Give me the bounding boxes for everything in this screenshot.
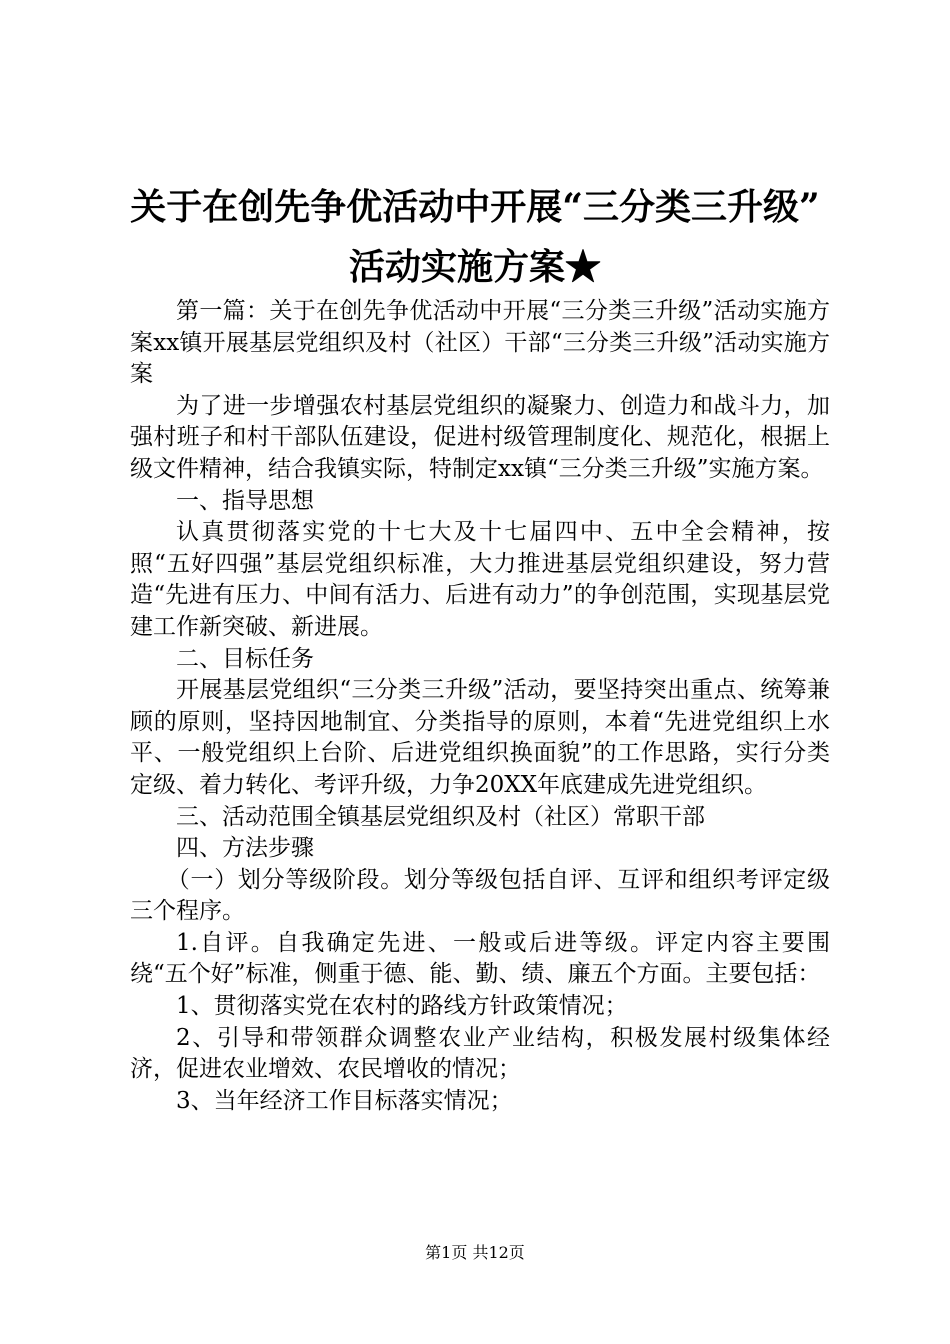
heading-goals: 二、目标任务 xyxy=(176,645,314,672)
document-title-line1: 关于在创先争优活动中开展“三分类三升级” xyxy=(130,186,820,228)
paragraph-grading-stage: （一）划分等级阶段。划分等级包括自评、互评和组织考评定级三个程序。 xyxy=(130,866,830,925)
paragraph-goals: 开展基层党组织“三分类三升级”活动，要坚持突出重点、统筹兼顾的原则，坚持因地制宜、分类指导的原则，本着“先进党组织上水平、一般党组织上台阶、后进党组织换面貌”的工作思路，实行分类定级、着力转化、考评升级，力争20XX年底建成先进党组织。 xyxy=(130,677,830,798)
paragraph-purpose: 为了进一步增强农村基层党组织的凝聚力、创造力和战斗力，加强村班子和村干部队伍建设，促进村级管理制度化、规范化，根据上级文件精神，结合我镇实际，特制定xx镇“三分类三升级”实施方案。 xyxy=(130,392,830,482)
list-item-1: 1、贯彻落实党在农村的路线方针政策情况； xyxy=(176,993,628,1020)
list-item-2: 2、引导和带领群众调整农业产业结构，积极发展村级集体经济，促进农业增效、农民增收的情况； xyxy=(130,1024,830,1083)
document-body xyxy=(130,296,830,1117)
heading-method-steps: 四、方法步骤 xyxy=(176,835,314,862)
heading-guiding-thought: 一、指导思想 xyxy=(176,487,314,514)
paragraph-intro: 第一篇：关于在创先争优活动中开展“三分类三升级”活动实施方案xx镇开展基层党组织及村（社区）干部“三分类三升级”活动实施方案 xyxy=(130,298,830,388)
list-item-3: 3、当年经济工作目标落实情况； xyxy=(176,1087,513,1114)
page-number-footer: 第1页 共12页 xyxy=(425,1243,525,1262)
paragraph-guiding-thought: 认真贯彻落实党的十七大及十七届四中、五中全会精神，按照“五好四强”基层党组织标准，大力推进基层党组织建设，努力营造“先进有压力、中间有活力、后进有动力”的争创范围，实现基层党建工作新突破、新进展。 xyxy=(130,519,830,640)
heading-scope: 三、活动范围全镇基层党组织及村（社区）常职干部 xyxy=(176,803,705,830)
paragraph-self-assessment: 1.自评。自我确定先进、一般或后进等级。评定内容主要围绕“五个好”标准，侧重于德、能、勤、绩、廉五个方面。主要包括： xyxy=(130,929,830,988)
document-title-line2: 活动实施方案★ xyxy=(348,246,601,288)
